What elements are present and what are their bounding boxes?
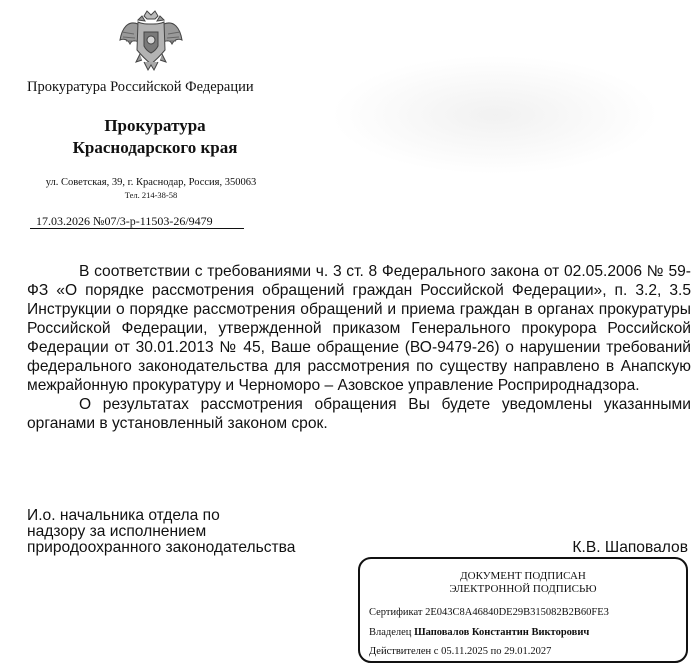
signatory-role-line1: И.о. начальника отдела по <box>27 507 220 524</box>
registration-date: 17.03.2026 <box>36 214 90 228</box>
redacted-recipient-area <box>330 55 660 175</box>
registration-number: №07/3-р-11503-26/9479 <box>93 214 213 228</box>
stamp-owner-value: Шаповалов Константин Викторович <box>414 627 590 638</box>
organization-title-line1: Прокуратура <box>104 116 206 135</box>
electronic-signature-stamp <box>358 557 688 663</box>
coat-of-arms-emblem <box>118 10 184 72</box>
stamp-certificate-row <box>369 607 609 618</box>
organization-title <box>40 115 270 159</box>
phone-line: Тел. 214-38-58 <box>124 190 178 200</box>
stamp-title-line2: ЭЛЕКТРОННОЙ ПОДПИСЬЮ <box>449 583 597 595</box>
stamp-title <box>360 570 686 596</box>
stamp-valid-from: 05.11.2025 <box>441 646 488 657</box>
letter-paragraph-1: В соответствии с требованиями ч. 3 ст. 8 Федерального закона от 02.05.2006 № 59-ФЗ «О порядке рассмотрения обращений граждан Российской Федерации», п. 3.2, 3.5 Инструкции о порядке рассмотрения обращений и приема граждан в органах прокуратуры Российской Федерации, утвержденной приказом Генерального прокурора Российской Федерации от 30.01.2013 № 45, Ваше обращение (ВО-9479-26) о нарушении требований федерального законодательства для рассмотрения по существу направлено в Анапскую межрайонную прокуратуру и Черноморо – Азовское управление Росприроднадзора. <box>27 263 691 394</box>
letter-body <box>27 262 691 433</box>
registration-line <box>30 214 244 229</box>
stamp-certificate-label: Сертификат <box>369 607 423 618</box>
signatory-name: К.В. Шаповалов <box>572 539 688 556</box>
stamp-certificate-value: 2E043C8A46840DE29B315082B2B60FE3 <box>425 607 609 618</box>
signatory-role-line3: природоохранного законодательства <box>27 539 296 556</box>
stamp-owner-label: Владелец <box>369 627 412 638</box>
stamp-valid-label: Действителен с <box>369 646 439 657</box>
stamp-valid-to: 29.01.2027 <box>504 646 552 657</box>
letter-paragraph-2: О результатах рассмотрения обращения Вы будете уведомлены указанными органами в установленный законом срок. <box>27 396 691 432</box>
organization-address <box>31 177 271 201</box>
signatory-role <box>27 508 295 556</box>
stamp-owner-row <box>369 627 589 638</box>
agency-name: Прокуратура Российской Федерации <box>27 79 254 95</box>
address-line: ул. Советская, 39, г. Краснодар, Россия, 350063 <box>45 177 257 188</box>
organization-title-line2: Краснодарского края <box>72 138 238 157</box>
signatory-role-line2: надзору за исполнением <box>27 523 207 540</box>
stamp-valid-to-label: по <box>490 646 502 657</box>
stamp-title-line1: ДОКУМЕНТ ПОДПИСАН <box>460 570 586 582</box>
stamp-validity-row <box>369 646 551 657</box>
